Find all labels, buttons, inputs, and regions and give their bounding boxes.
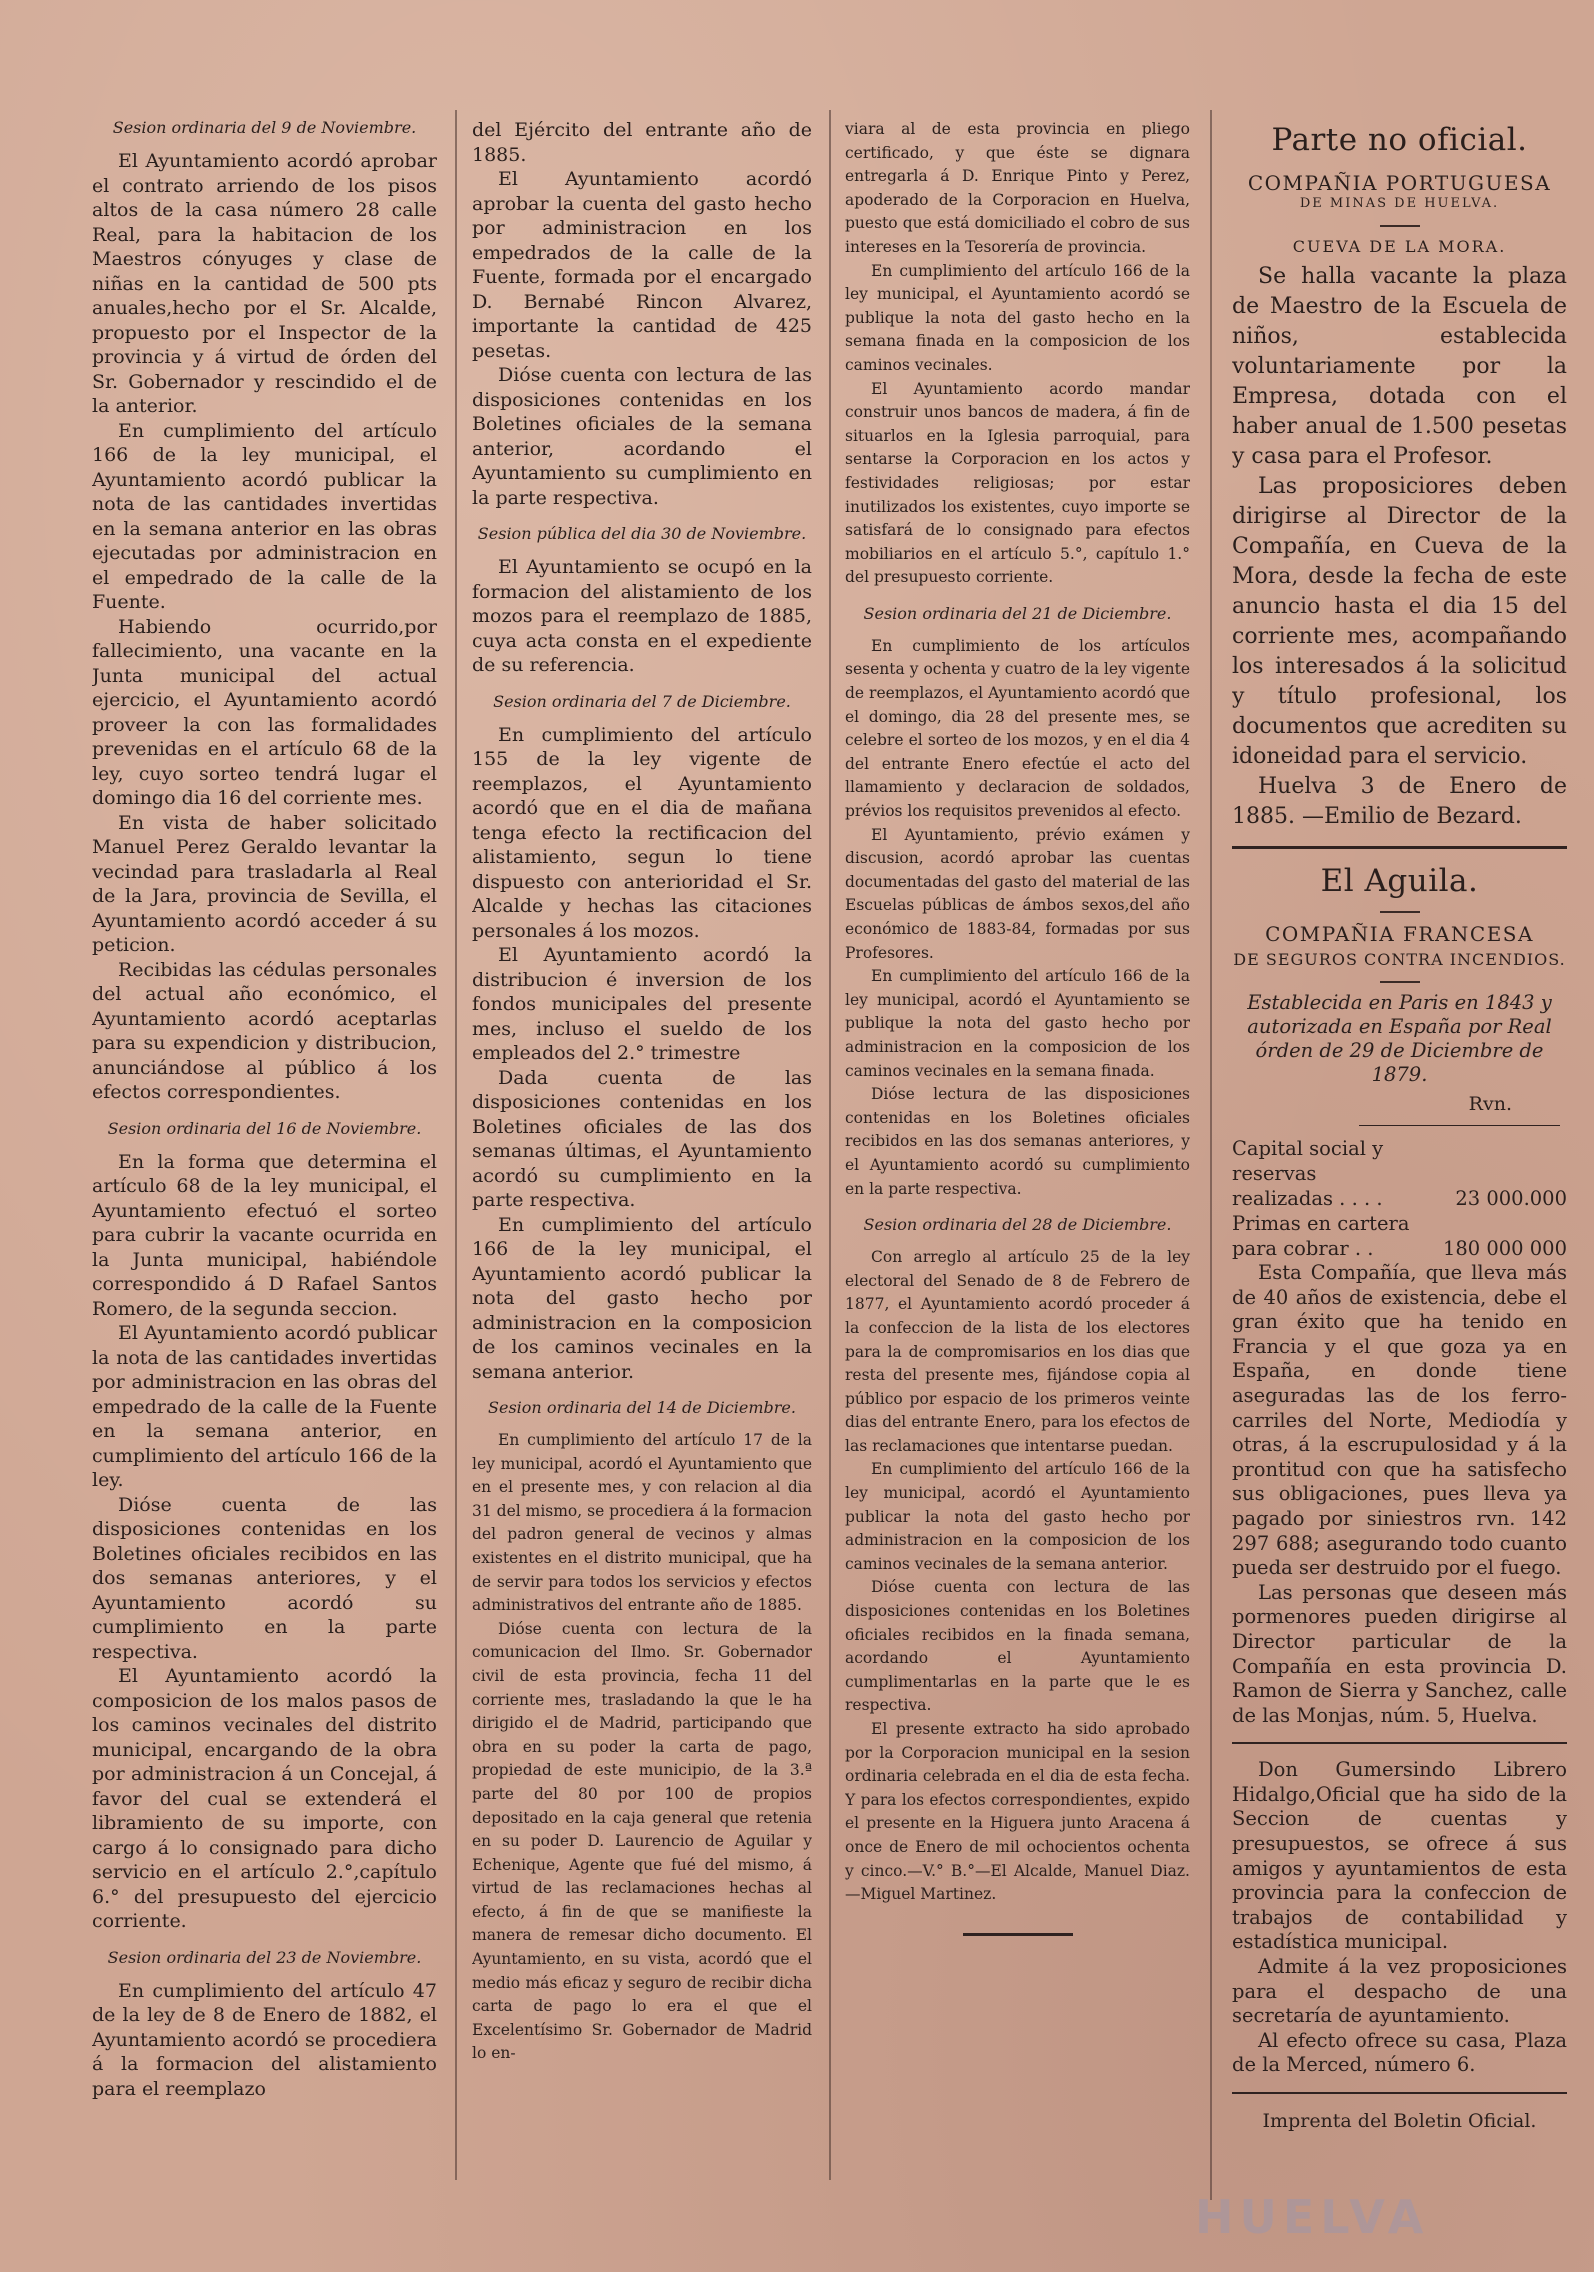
- paragraph: El presente extracto ha sido aprobado por la Corporacion municipal en la sesion ordinaria celebrada en el dia de esta fecha. Y para los efectos correspondientes, expido el presente en la Higuera junto Aracena á once de Enero de mil ochocientos ochenta y cinco.—V.° B.°—El Alcalde, Manuel Diaz.—Miguel Martinez.: [845, 1720, 1190, 1904]
- session-heading: Sesion ordinaria del 28 de Diciembre.: [863, 1215, 1172, 1235]
- paragraph: En cumplimiento del artículo 17 de la ley municipal, acordó el Ayuntamiento que en el presente mes, y con relacion al dia 31 del mismo, se procediera á la formacion del padron general de vecinos y almas existentes en el distrito municipal, que ha de servir para todos los servicios y efectos administrativos del entrante año de 1885.: [472, 1431, 812, 1615]
- paragraph: En cumplimiento del artículo 166 de la ley municipal, acordó el Ayuntamiento publicar la nota del gasto hecho por administracion en la composicion de los caminos vecinales de la semana anterior.: [845, 1460, 1190, 1573]
- paragraph: El Ayuntamiento acordó aprobar la cuenta del gasto hecho por administracion en los empedrados de la calle de la Fuente, formada por el encargado D. Bernabé Rincon Alvarez, importante la cantidad de 425 pesetas.: [472, 168, 812, 362]
- divider: [1232, 2092, 1567, 2094]
- ad-paragraph: Las personas que deseen más pormenores pueden dirigirse al Director particular de la Compañía en esta provincia D. Ramon de Sierra y Sanchez, calle de las Monjas, núm. 5, Huelva.: [1232, 1580, 1567, 1727]
- paragraph: Recibidas las cédulas personales del actual año económico, el Ayuntamiento acordó aceptarlas para su expendicion y distribucion, anunciándose al público á los efectos correspondientes.: [92, 958, 437, 1103]
- library-stamp: HUELVA: [1195, 2190, 1430, 2244]
- paragraph: Dióse lectura de las disposiciones contenidas en los Boletines oficiales recibidos en las dos semanas anteriores, y el Ayuntamiento acordó su cumplimiento en la parte respectiva.: [845, 1085, 1190, 1198]
- paragraph: Con arreglo al artículo 25 de la ley electoral del Senado de 8 de Febrero de 1877, el Ayuntamiento acordó proceder á la confeccion de la lista de los electores para la de compromisarios en los dias que resta del presente mes, fijándose copia al público por espacio de los primeros veinte dias del entrante Enero, para los efectos de las reclamaciones que intentarse puedan.: [845, 1248, 1190, 1455]
- primas-label: Primas en cartera para cobrar . .: [1232, 1212, 1410, 1260]
- paragraph: En cumplimiento del artículo 166 de la ley municipal, acordó el Ayuntamiento se publique la nota del gasto hecho por administracion en la composicion de los caminos vecinales en la semana finada.: [845, 967, 1190, 1080]
- paragraph: El Ayuntamiento acordo mandar construir unos bancos de madera, á fin de situarlos en la Iglesia parroquial, para sentarse la Corporacion en los actos y festividades religiosas; por estar inutilizados los existentes, cuyo importe se satisfará de lo consignado para efectos mobiliarios en el artículo 5.°, capítulo 1.° del presupuesto corriente.: [845, 379, 1190, 587]
- paragraph: En cumplimiento del artículo 166 de la ley municipal, el Ayuntamiento acordó publicar la nota de las cantidades invertidas en la semana anterior en las obras ejecutadas por administracion en el empedrado de la calle de la Fuente.: [92, 419, 437, 613]
- currency-label: Rvn.: [1468, 1093, 1512, 1115]
- ad-paragraph: Las proposiciores deben dirigirse al Director de la Compañía, en Cueva de la Mora, desde la fecha de este anuncio hasta el dia 15 del corriente mes, acompañando los interesados á la solicitud y título profesional, los documentos que acrediten su idoneidad para el servicio.: [1232, 474, 1567, 769]
- paragraph: Dióse cuenta de las disposiciones contenidas en los Boletines oficiales recibidos en las dos semanas anteriores, y el Ayuntamiento acordó su cumplimiento en la parte respectiva.: [92, 1493, 437, 1663]
- column-divider: [455, 110, 457, 2180]
- session-heading: Sesion ordinaria del 21 de Diciembre.: [863, 603, 1172, 623]
- divider: [1380, 225, 1420, 227]
- column-divider: [1210, 110, 1212, 2200]
- divider: [1380, 981, 1420, 983]
- ad-paragraph: Al efecto ofrece su casa, Plaza de la Merced, número 6.: [1232, 2028, 1567, 2077]
- session-heading: Sesion ordinaria del 14 de Diciembre.: [488, 1398, 796, 1417]
- paragraph: En cumplimiento del artículo 166 de la ley municipal, el Ayuntamiento acordó se publique la nota del gasto hecho en la semana finada en la composicion de los caminos vecinales.: [845, 261, 1190, 374]
- paragraph: En cumplimiento del artículo 166 de la ley municipal, el Ayuntamiento acordó publicar la nota del gasto hecho por administracion en la composicion de los caminos vecinales en la semana anterior.: [472, 1213, 812, 1383]
- paragraph: En vista de haber solicitado Manuel Perez Geraldo levantar la vecindad para trasladarla al Real de la Jara, provincia de Sevilla, el Ayuntamiento acordó acceder á su peticion.: [92, 811, 437, 956]
- paragraph: En cumplimiento de los artículos sesenta y ochenta y cuatro de la ley vigente de reemplazos, el Ayuntamiento acordó que el domingo, dia 28 del presente mes, se celebre el sorteo de los mozos, y en el dia 4 del entrante Enero efectúe el acto del llamamiento y declaracion de soldados, prévios los requisitos prevenidos al efecto.: [845, 636, 1190, 821]
- paragraph: del Ejército del entrante año de 1885.: [472, 119, 812, 166]
- established-note: Establecida en Paris en 1843 y autorizada en España por Real órden de 29 de Diciembre de 1879.: [1247, 991, 1552, 1086]
- end-rule: [963, 1933, 1073, 1936]
- ad-paragraph: Esta Compañía, que lleva más de 40 años de existencia, debe el gran éxito que ha tenido en Francia y el que goza ya en España, en donde tiene aseguradas las de los ferro-carriles del Norte, Mediodía y otras, á la escrupulosidad y á la prontitud con que ha satisfecho sus obligaciones, pues lleva ya pagado por siniestros rvn. 142 297 688; asegurando todo cuanto pueda ser destruido por el fuego.: [1232, 1261, 1567, 1580]
- paragraph: El Ayuntamiento se ocupó en la formacion del alistamiento de los mozos para el reemplazo de 1885, cuya acta consta en el expediente de su referencia.: [472, 556, 812, 676]
- column-3: [845, 118, 1190, 2108]
- divider: [1380, 911, 1420, 913]
- paragraph: En cumplimiento del artículo 47 de la ley de 8 de Enero de 1882, el Ayuntamiento acordó se procediera á la formacion del alistamiento para el reemplazo: [92, 1979, 437, 2100]
- capital-row: [1232, 1136, 1567, 1211]
- paragraph: Dióse cuenta con lectura de la comunicacion del Ilmo. Sr. Gobernador civil de esta provincia, fecha 11 del corriente mes, trasladando la que le ha dirigido el de Madrid, participando que obra en su poder la carta de pago, propiedad de este municipio, de la 3.ª parte del 80 por 100 de propios depositado en la caja general que retenia en su poder D. Laurencio de Aguilar y Echenique, Agente que fué del mismo, á virtud de las reclamaciones hechas al efecto, á fin de que se manifieste la manera de remesar dicho documento. El Ayuntamiento, en su vista, acordó que el medio más eficaz y seguro de recibir dicha carta de pago lo era el que el Excelentísimo Sr. Gobernador de Madrid lo en-: [472, 1619, 812, 2063]
- paragraph: Dada cuenta de las disposiciones contenidas en los Boletines oficiales de las dos semanas últimas, el Ayuntamiento acordó su cumplimiento en la parte respectiva.: [472, 1066, 812, 1211]
- column-1: [92, 118, 437, 2173]
- paragraph: El Ayuntamiento acordó publicar la nota de las cantidades invertidas por administracion en las obras del empedrado de la calle de la Fuente en la semana anterior, en cumplimiento del artículo 166 de la ley.: [92, 1322, 437, 1491]
- advert-title: El Aguila.: [1320, 863, 1479, 899]
- ad-paragraph: Huelva 3 de Enero de 1885. —Emilio de Bezard.: [1232, 774, 1567, 829]
- paragraph: Habiendo ocurrido,por fallecimiento, una vacante en la Junta municipal del actual ejercicio, el Ayuntamiento acordó proveer la con las formalidades prevenidas en el artículo 68 de la ley, cuyo sorteo tendrá lugar el domingo dia 16 del corriente mes.: [92, 615, 437, 809]
- printer-footer: Imprenta del Boletin Oficial.: [1262, 2110, 1537, 2132]
- session-heading: Sesion pública del dia 30 de Noviembre.: [477, 524, 807, 543]
- primas-row: [1232, 1211, 1567, 1261]
- company-subtitle: DE MINAS DE HUELVA.: [1299, 196, 1500, 211]
- paragraph: El Ayuntamiento acordó la distribucion é inversion de los fondos municipales del presente mes, incluso el sueldo de los empleados del 2.° trimestre: [472, 944, 812, 1064]
- column-divider: [829, 110, 831, 2180]
- paragraph: En la forma que determina el artículo 68 de la ley municipal, el Ayuntamiento efectuó el sorteo para cubrir la vacante ocurrida en la Junta municipal, habiéndole correspondido á D Rafael Santos Romero, de la segunda seccion.: [92, 1150, 437, 1320]
- session-heading: Sesion ordinaria del 23 de Noviembre.: [107, 1947, 422, 1967]
- paragraph: Dióse cuenta con lectura de las disposiciones contenidas en los Boletines oficiales recibidos en la finada semana, acordando el Ayuntamiento cumplimentarlas en la parte que le es respectiva.: [845, 1578, 1190, 1715]
- divider: [1359, 1125, 1560, 1126]
- paragraph: El Ayuntamiento acordó aprobar el contrato arriendo de los pisos altos de la casa número 28 calle Real, para la habitacion de los Maestros cónyuges y clase de niñas en la cantidad de 500 pts anuales,hecho por el Sr. Alcalde, propuesto por el Inspector de la provincia y á virtud de órden del Sr. Gobernador y rescindido el de la anterior.: [92, 150, 437, 417]
- paragraph: El Ayuntamiento, prévio exámen y discusion, acordó aprobar las cuentas documentadas del gasto del material de las Escuelas públicas de ámbos sexos,del año económico de 1883-84, formadas por sus Profesores.: [845, 825, 1190, 962]
- session-heading: Sesion ordinaria del 16 de Noviembre.: [107, 1118, 422, 1138]
- ad-paragraph: Don Gumersindo Librero Hidalgo,Oficial que ha sido de la Seccion de cuentas y presupuestos, se ofrece á sus amigos y ayuntamientos de esta provincia para la confeccion de trabajos de contabilidad y estadística municipal.: [1232, 1758, 1567, 1954]
- paragraph: Dióse cuenta con lectura de las disposiciones contenidas en los Boletines oficiales de la semana anterior, acordando el Ayuntamiento su cumplimiento en la parte respectiva.: [472, 364, 812, 509]
- paragraph: viara al de esta provincia en pliego certificado, y que éste se dignara entregarla á D. Enrique Pinto y Perez, apoderado de la Corporacion en Huelva, puesto que está domiciliado el cobro de sus intereses en la Tesorería de provincia.: [845, 120, 1190, 256]
- session-heading: Sesion ordinaria del 7 de Diciembre.: [493, 691, 791, 711]
- paragraph: En cumplimiento del artículo 155 de la ley vigente de reemplazos, el Ayuntamiento acordó que en el dia de mañana tenga efecto la rectificacion del alistamiento, segun lo tiene dispuesto con anterioridad el Sr. Alcalde y hechas las citaciones personales á los mozos.: [472, 723, 812, 942]
- company-name: COMPAÑIA PORTUGUESA: [1247, 171, 1552, 195]
- column-4: [1232, 120, 1567, 2200]
- capital-value: 23 000.000: [1455, 1187, 1567, 1210]
- ad-paragraph: Admite á la vez proposiciones para el despacho de una secretaría de ayuntamiento.: [1232, 1955, 1567, 2028]
- company-subtitle: DE SEGUROS CONTRA INCENDIOS.: [1233, 950, 1566, 969]
- capital-label: Capital social y reservas realizadas . . . .: [1232, 1137, 1384, 1210]
- primas-value: 180 000 000: [1442, 1237, 1567, 1260]
- divider: [1232, 1742, 1567, 1744]
- company-name: COMPAÑIA FRANCESA: [1265, 922, 1534, 946]
- divider: [1232, 846, 1567, 849]
- paragraph: El Ayuntamiento acordó la composicion de los malos pasos de los caminos vecinales del distrito municipal, encargando de la obra por administracion á un Concejal, á favor del cual se extenderá el libramiento de su importe, con cargo á lo consignado para dicho servicio en el artículo 2.°,capítulo 6.° del presupuesto del ejercicio corriente.: [92, 1665, 437, 1932]
- column-2: [472, 118, 812, 2183]
- ad-paragraph: Se halla vacante la plaza de Maestro de la Escuela de niños, establecida voluntariamente por la Empresa, dotada con el haber anual de 1.500 pesetas y casa para el Profesor.: [1232, 264, 1567, 469]
- place-heading: CUEVA DE LA MORA.: [1292, 237, 1507, 256]
- section-title: Parte no oficial.: [1271, 122, 1528, 158]
- session-heading: Sesion ordinaria del 9 de Noviembre.: [112, 118, 417, 137]
